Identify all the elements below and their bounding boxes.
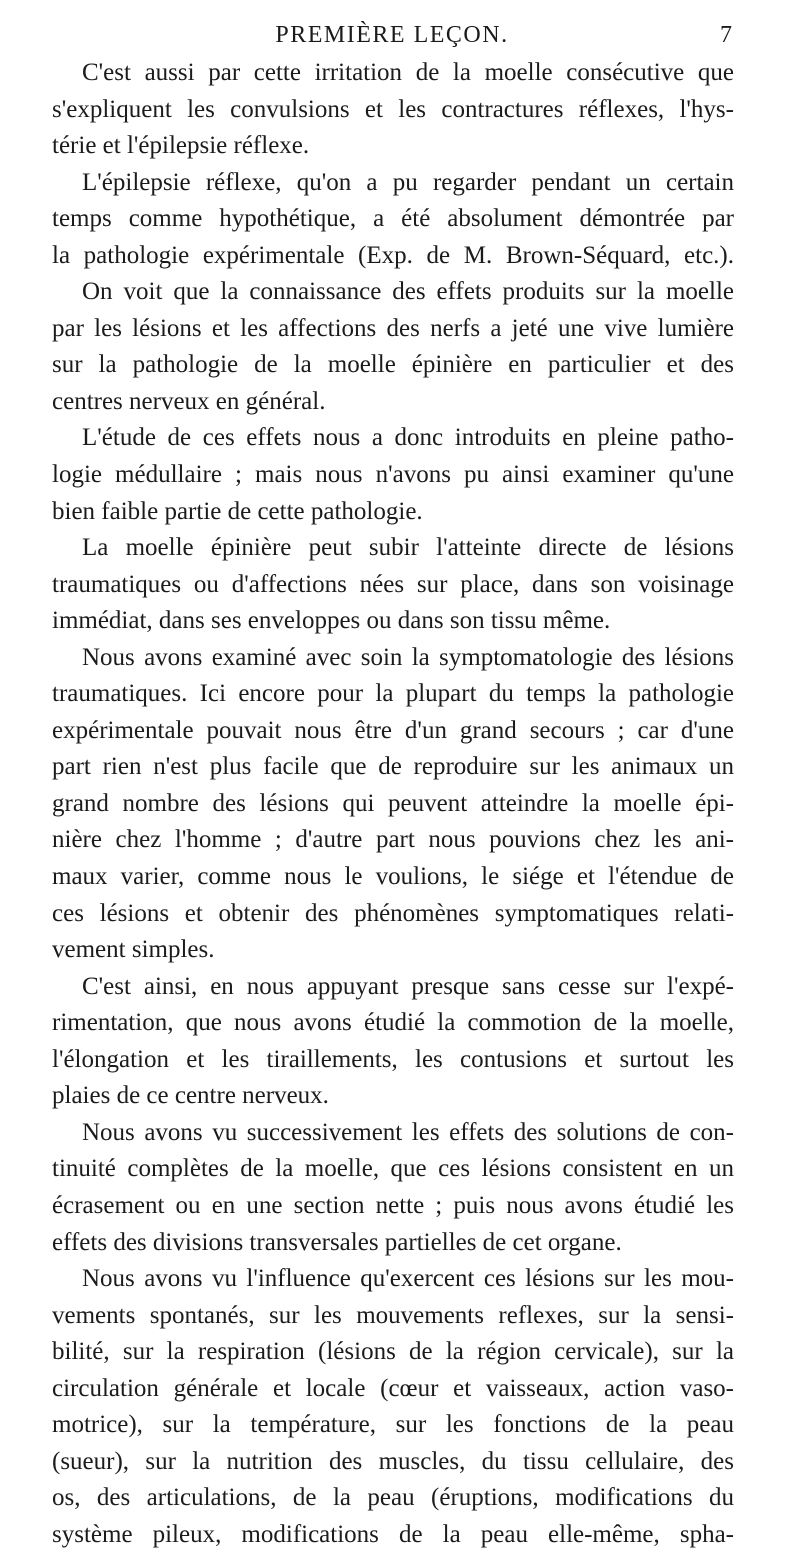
text-line: sur la pathologie de la moelle épinière en particulier et des — [52, 351, 734, 379]
text-line: bilité, sur la respiration (lésions de la région cervicale), sur la — [52, 1338, 734, 1366]
text-line: vements spontanés, sur les mouvements reflexes, sur la sensi- — [52, 1301, 734, 1329]
text-line: maux varier, comme nous le voulions, le siége et l'étendue de — [52, 863, 734, 891]
text-line: C'est ainsi, en nous appuyant presque sans cesse sur l'expé- — [82, 972, 734, 1000]
text-line: effets des divisions transversales partielles de cet organe. — [52, 1228, 622, 1256]
text-line: écrasement ou en une section nette ; puis nous avons étudié les — [52, 1191, 734, 1219]
text-line: centres nerveux en général. — [52, 387, 326, 415]
text-line: part rien n'est plus facile que de reproduire sur les animaux un — [52, 753, 734, 781]
body-text — [52, 55, 734, 1553]
text-line: (sueur), sur la nutrition des muscles, du tissu cellulaire, des — [52, 1447, 734, 1475]
text-line: tinuité complètes de la moelle, que ces lésions consistent en un — [52, 1155, 734, 1183]
text-line: La moelle épinière peut subir l'atteinte directe de lésions — [82, 534, 734, 562]
text-line: système pileux, modifications de la peau elle-même, spha- — [52, 1520, 734, 1548]
text-line: On voit que la connaissance des effets produits sur la moelle — [82, 278, 734, 306]
text-line: plaies de ce centre nerveux. — [52, 1082, 329, 1110]
text-line: vement simples. — [52, 936, 215, 964]
text-line: L'étude de ces effets nous a donc introduits en pleine patho- — [82, 424, 734, 452]
text-line: L'épilepsie réflexe, qu'on a pu regarder pendant un certain — [82, 168, 734, 196]
running-head-title: PREMIÈRE LEÇON. — [275, 22, 509, 48]
text-line: nière chez l'homme ; d'autre part nous pouvions chez les ani- — [52, 826, 734, 854]
text-line: térie et l'épilepsie réflexe. — [52, 132, 310, 160]
text-line: circulation générale et locale (cœur et vaisseaux, action vaso- — [52, 1374, 734, 1402]
text-line: s'expliquent les convulsions et les contractures réflexes, l'hys- — [52, 95, 734, 123]
text-line: Nous avons vu successivement les effets des solutions de con- — [82, 1118, 734, 1146]
text-line: temps comme hypothétique, a été absolument démontrée par — [52, 205, 734, 233]
text-line: bien faible partie de cette pathologie. — [52, 497, 423, 525]
text-line: traumatiques ou d'affections nées sur place, dans son voisinage — [52, 570, 734, 598]
text-line: rimentation, que nous avons étudié la commotion de la moelle, — [52, 1009, 734, 1037]
text-line: motrice), sur la température, sur les fonctions de la peau — [52, 1411, 734, 1439]
page-number: 7 — [720, 22, 732, 48]
text-line: l'élongation et les tiraillements, les contusions et surtout les — [52, 1045, 734, 1073]
text-line: Nous avons examiné avec soin la symptomatologie des lésions — [82, 643, 734, 671]
running-head — [52, 18, 732, 52]
text-line: C'est aussi par cette irritation de la moelle consécutive que — [82, 59, 734, 86]
text-line: ces lésions et obtenir des phénomènes symptomatiques relati- — [52, 899, 734, 927]
text-line: expérimentale pouvait nous être d'un grand secours ; car d'une — [52, 716, 734, 744]
text-line: grand nombre des lésions qui peuvent atteindre la moelle épi- — [52, 789, 734, 817]
text-line: par les lésions et les affections des nerfs a jeté une vive lumière — [52, 314, 734, 342]
text-line: immédiat, dans ses enveloppes ou dans son tissu même. — [52, 607, 611, 635]
text-line: logie médullaire ; mais nous n'avons pu ainsi examiner qu'une — [52, 461, 734, 489]
text-line: la pathologie expérimentale (Exp. de M. Brown-Séquard, etc.). — [52, 241, 734, 269]
text-line: os, des articulations, de la peau (éruptions, modifications du — [52, 1484, 734, 1512]
text-line: traumatiques. Ici encore pour la plupart du temps la pathologie — [52, 680, 734, 708]
text-line: Nous avons vu l'influence qu'exercent ces lésions sur les mou- — [82, 1265, 734, 1293]
